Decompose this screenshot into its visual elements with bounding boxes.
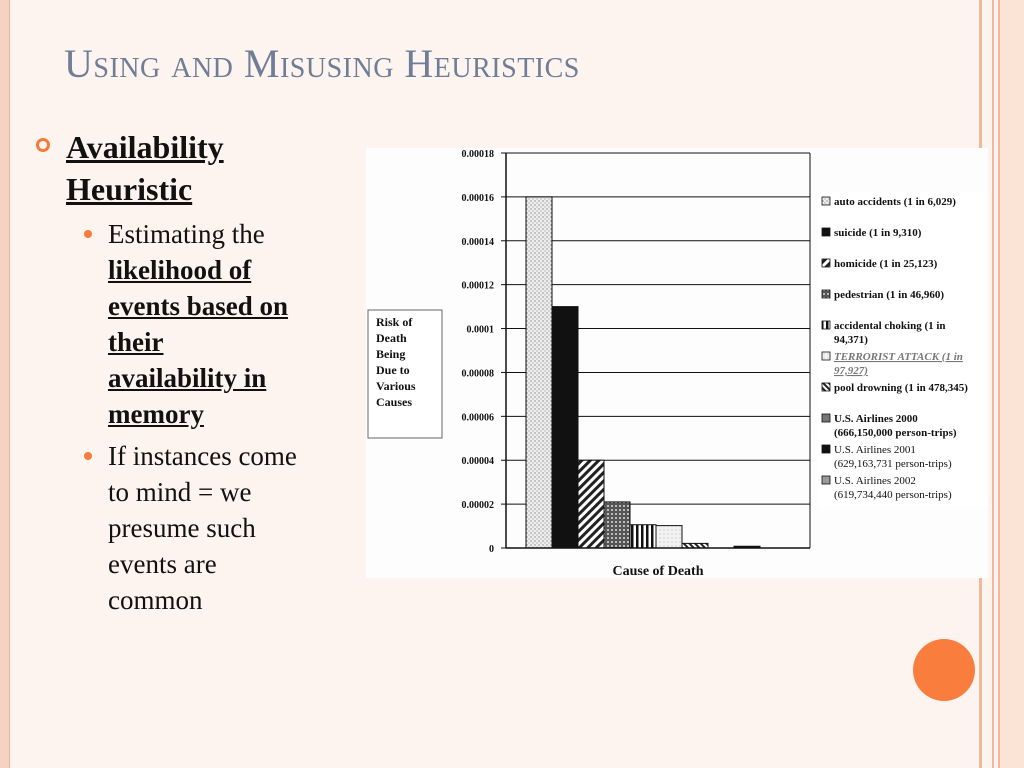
y-label-line: Due to — [376, 363, 410, 377]
legend-swatch — [822, 383, 830, 391]
emph-line: events based on — [108, 291, 289, 321]
y-tick-label: 0.00018 — [461, 149, 494, 160]
legend-swatch — [822, 352, 830, 360]
legend-entry-text: 94,371) — [834, 334, 868, 346]
left-frame-stripe — [0, 0, 10, 768]
legend-entry-text: 97,927) — [834, 365, 868, 377]
legend-swatch — [822, 197, 830, 205]
y-tick-label: 0.00006 — [461, 412, 494, 424]
y-tick-label: 0.00012 — [461, 280, 494, 292]
legend-entry-text: TERRORIST ATTACK (1 in — [834, 351, 963, 363]
legend-entry-text: U.S. Airlines 2002 — [834, 475, 916, 487]
y-label-line: Being — [376, 347, 406, 361]
sub-bullet-dot-icon — [84, 230, 92, 238]
y-tick-label: 0.00004 — [461, 456, 494, 468]
y-label-line: Various — [376, 379, 416, 393]
legend-entry-text: (629,163,731 person-trips) — [834, 458, 952, 470]
legend-entry-text: pedestrian (1 in 46,960) — [834, 289, 944, 301]
legend-swatch — [822, 290, 830, 298]
sub-bullet-2 — [108, 438, 363, 618]
y-label-line: Death — [376, 331, 407, 345]
chart-svg — [366, 148, 988, 578]
emph-line: likelihood of — [108, 255, 252, 285]
y-tick-label: 0.0001 — [466, 324, 494, 336]
bar-3 — [578, 460, 604, 548]
legend-entry-text: suicide (1 in 9,310) — [834, 227, 922, 239]
legend-swatch — [822, 228, 830, 236]
decorative-orange-circle — [913, 639, 975, 701]
legend-swatch — [822, 259, 830, 267]
y-tick-label: 0.00016 — [461, 192, 494, 204]
legend-entry-text: (666,150,000 person-trips) — [834, 427, 957, 439]
slide-title: Using and Misusing Heuristics — [64, 41, 580, 86]
y-label-line: Risk of — [376, 315, 413, 329]
sub-bullet-2-line: If instances come — [108, 441, 297, 471]
sub-bullet-1-prefix: Estimating the — [108, 219, 265, 249]
sub-bullet-2-line: to mind = we — [108, 477, 252, 507]
legend-entry-text: pool drowning (1 in 478,345) — [834, 382, 968, 394]
legend-swatch — [822, 445, 830, 453]
risk-bar-chart — [366, 148, 988, 578]
legend-entry-text: auto accidents (1 in 6,029) — [834, 196, 956, 208]
sub-bullet-2-line: presume such — [108, 513, 256, 543]
bar-1 — [526, 197, 552, 548]
bullet-heading — [66, 126, 356, 210]
sub-bullet-dot-icon — [84, 452, 92, 460]
bar-6 — [656, 526, 682, 548]
legend-entry-text: U.S. Airlines 2000 — [834, 413, 918, 425]
y-tick-label: 0 — [489, 544, 494, 555]
y-tick-label: 0.00008 — [461, 368, 494, 380]
legend-entry-text: accidental choking (1 in — [834, 320, 946, 332]
legend-swatch — [822, 321, 830, 329]
emph-line: their — [108, 327, 164, 357]
sub-bullet-2-line: events are — [108, 549, 217, 579]
y-tick-label: 0.00002 — [461, 500, 494, 512]
heading-line-2: Heuristic — [66, 171, 193, 207]
legend-entry-text: (619,734,440 person-trips) — [834, 489, 952, 501]
bar-4 — [604, 502, 630, 548]
legend-entry-text: homicide (1 in 25,123) — [834, 258, 938, 270]
emph-line: availability in — [108, 363, 267, 393]
y-label-line: Causes — [376, 395, 413, 409]
bar-2 — [552, 307, 578, 548]
ring-bullet-icon — [36, 138, 50, 152]
sub-bullet-2-line: common — [108, 585, 203, 615]
emph-line: memory — [108, 399, 204, 429]
legend-swatch — [822, 414, 830, 422]
y-tick-label: 0.00014 — [461, 236, 494, 248]
sub-bullet-1 — [108, 216, 363, 432]
legend-entry-text: U.S. Airlines 2001 — [834, 444, 916, 456]
x-axis-label: Cause of Death — [612, 564, 704, 578]
legend-swatch — [822, 476, 830, 484]
heading-line-1: Availability — [66, 129, 224, 165]
bar-5 — [630, 525, 656, 548]
